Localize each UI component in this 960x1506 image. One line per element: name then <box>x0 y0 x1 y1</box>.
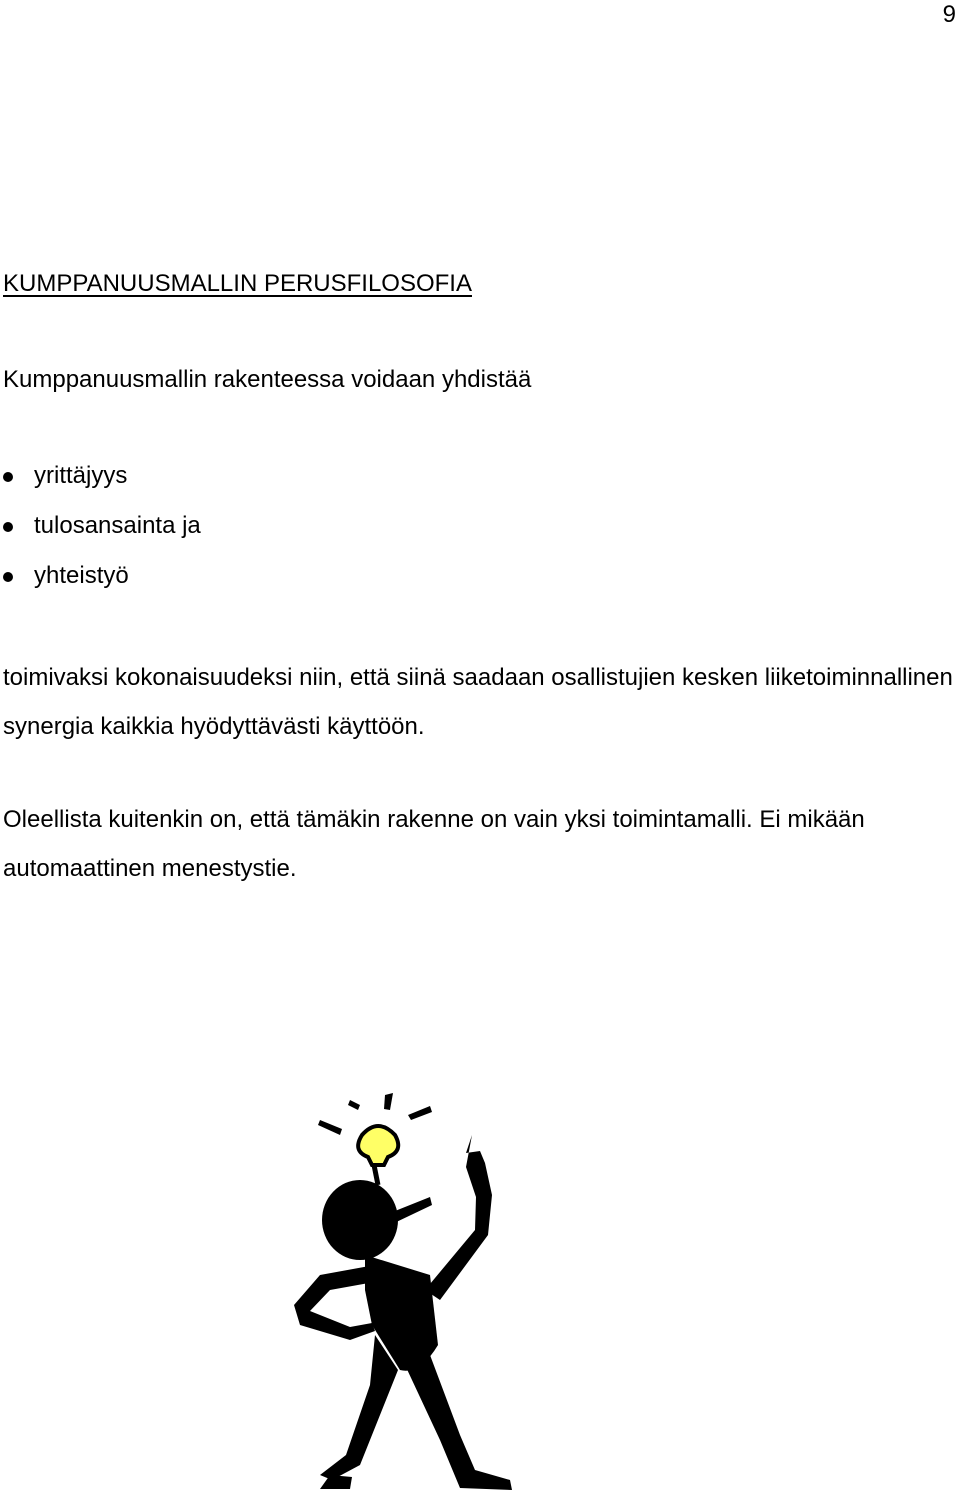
list-item <box>0 510 201 560</box>
page-title: KUMPPANUUSMALLIN PERUSFILOSOFIA <box>3 270 472 297</box>
list-item-label: yrittäjyys <box>34 462 128 489</box>
bullet-icon <box>3 572 13 582</box>
light-bulb-icon <box>358 1126 398 1185</box>
bullet-icon <box>3 472 13 482</box>
bullet-icon <box>3 522 13 532</box>
list-item-label: yhteistyö <box>34 562 129 589</box>
body-paragraph: Oleellista kuitenkin on, että tämäkin rakenne on vain yksi toimintamalli. Ei mikään automaattinen menestystie. <box>3 806 865 882</box>
page-number: 9 <box>942 1 956 28</box>
idea-person-icon <box>280 1085 520 1506</box>
body-paragraph: toimivaksi kokonaisuudeksi niin, että siinä saadaan osallistujien kesken liiketoiminnallinen synergia kaikkia hyödyttävästi käyttöön. <box>3 664 953 740</box>
list-item-label: tulosansainta ja <box>34 512 201 539</box>
list-item <box>0 560 201 610</box>
stick-figure-icon <box>294 1135 512 1490</box>
intro-text: Kumppanuusmallin rakenteessa voidaan yhdistää <box>3 366 532 393</box>
bullet-list <box>0 460 201 610</box>
list-item <box>0 460 201 510</box>
